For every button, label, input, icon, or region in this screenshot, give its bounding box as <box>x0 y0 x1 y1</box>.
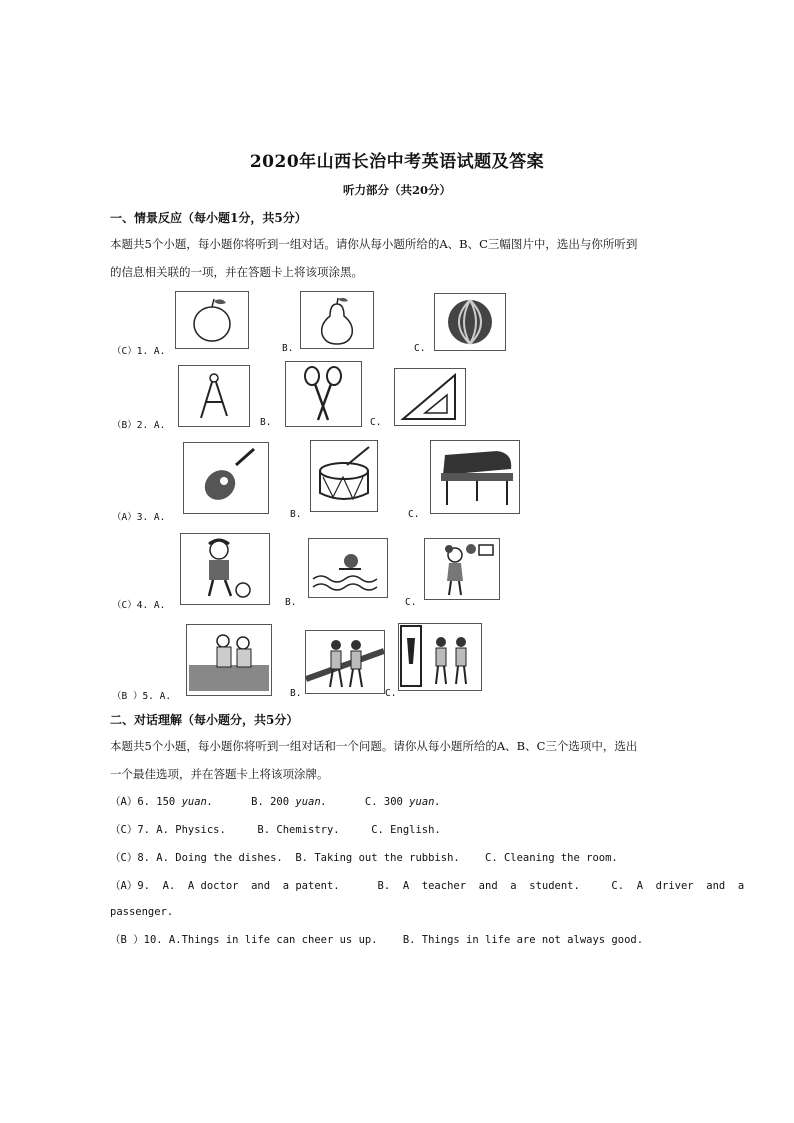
q4-answer-label: （C）4. A. <box>112 600 166 611</box>
q2-option-c-label: C. <box>370 417 382 428</box>
q2-option-b-label: B. <box>260 417 272 428</box>
q2-answer-label: （B）2. A. <box>112 420 166 431</box>
section1-instruction-line2: 的信息相关联的一项，并在答题卡上将该项涂黑。 <box>110 265 363 279</box>
section2-instruction-line2: 一个最佳选项，并在答题卡上将该项涂牌。 <box>110 767 329 781</box>
q6-b: B. 200 <box>213 796 296 808</box>
q5-option-b-label: B. <box>290 688 302 699</box>
q1-option-b-label: B. <box>282 343 294 354</box>
section1-heading: 一、情景反应（每小题1分，共5分） <box>110 211 307 225</box>
q6-a: （A）6. 150 <box>110 796 182 808</box>
section2-instruction-line1: 本题共5个小题，每小题你将听到一组对话和一个问题。请你从每小题所给的A、B、C三个选项中，选出 <box>110 739 638 753</box>
q1-answer-label: （C）1. A. <box>112 346 166 357</box>
question-10: （B ）10. A.Things in life can cheer us up. B. Things in life are not always good. <box>110 934 644 946</box>
q6-a-unit: yuan. <box>181 796 214 808</box>
section2-instruction <box>110 732 680 788</box>
set-square-icon <box>394 368 466 426</box>
q5-option-c-label: C. <box>385 688 397 699</box>
q1-option-c-label: C. <box>414 343 426 354</box>
q3-answer-label: （A）3. A. <box>112 512 166 523</box>
q5-answer-label: （B ）5. A. <box>112 691 172 702</box>
q6-c-unit: yuan. <box>409 796 441 808</box>
people-painting-icon <box>398 623 482 691</box>
q6-c: C. 300 <box>326 796 410 808</box>
q6-b-unit: yuan. <box>295 796 327 808</box>
compass-icon <box>178 365 250 427</box>
watermelon-icon <box>434 293 506 351</box>
section1-instruction <box>110 230 680 286</box>
people-talking-icon <box>305 630 385 694</box>
question-7: （C）7. A. Physics. B. Chemistry. C. English. <box>110 824 441 836</box>
pear-icon <box>300 291 374 349</box>
question-9-continued: passenger. <box>110 906 174 918</box>
section1-instruction-line1: 本题共5个小题，每小题你将听到一组对话。请你从每小题所给的A、B、C三幅图片中，选出与你所听到 <box>110 237 638 251</box>
page-title: 2020年山西长治中考英语试题及答案 <box>249 152 545 172</box>
question-8: （C）8. A. Doing the dishes. B. Taking out the rubbish. C. Cleaning the room. <box>110 852 618 864</box>
piano-icon <box>430 440 520 514</box>
q3-option-b-label: B. <box>290 509 302 520</box>
scissors-icon <box>285 361 362 427</box>
q3-option-c-label: C. <box>408 509 420 520</box>
q4-option-c-label: C. <box>405 597 417 608</box>
drum-icon <box>310 440 378 512</box>
question-6 <box>110 794 441 809</box>
girl-basketball-icon <box>424 538 500 600</box>
page-subtitle: 听力部分（共20分） <box>342 183 451 197</box>
boy-soccer-icon <box>180 533 270 605</box>
q4-option-b-label: B. <box>285 597 297 608</box>
apple-icon <box>175 291 249 349</box>
question-9: （A）9. A. A doctor and a patent. B. A teacher and a student. C. A driver and a <box>110 880 745 892</box>
section2-heading: 二、对话理解（每小题分，共5分） <box>110 713 299 727</box>
swimmer-icon <box>308 538 388 598</box>
guitar-icon <box>183 442 269 514</box>
people-sitting-icon <box>186 624 272 696</box>
